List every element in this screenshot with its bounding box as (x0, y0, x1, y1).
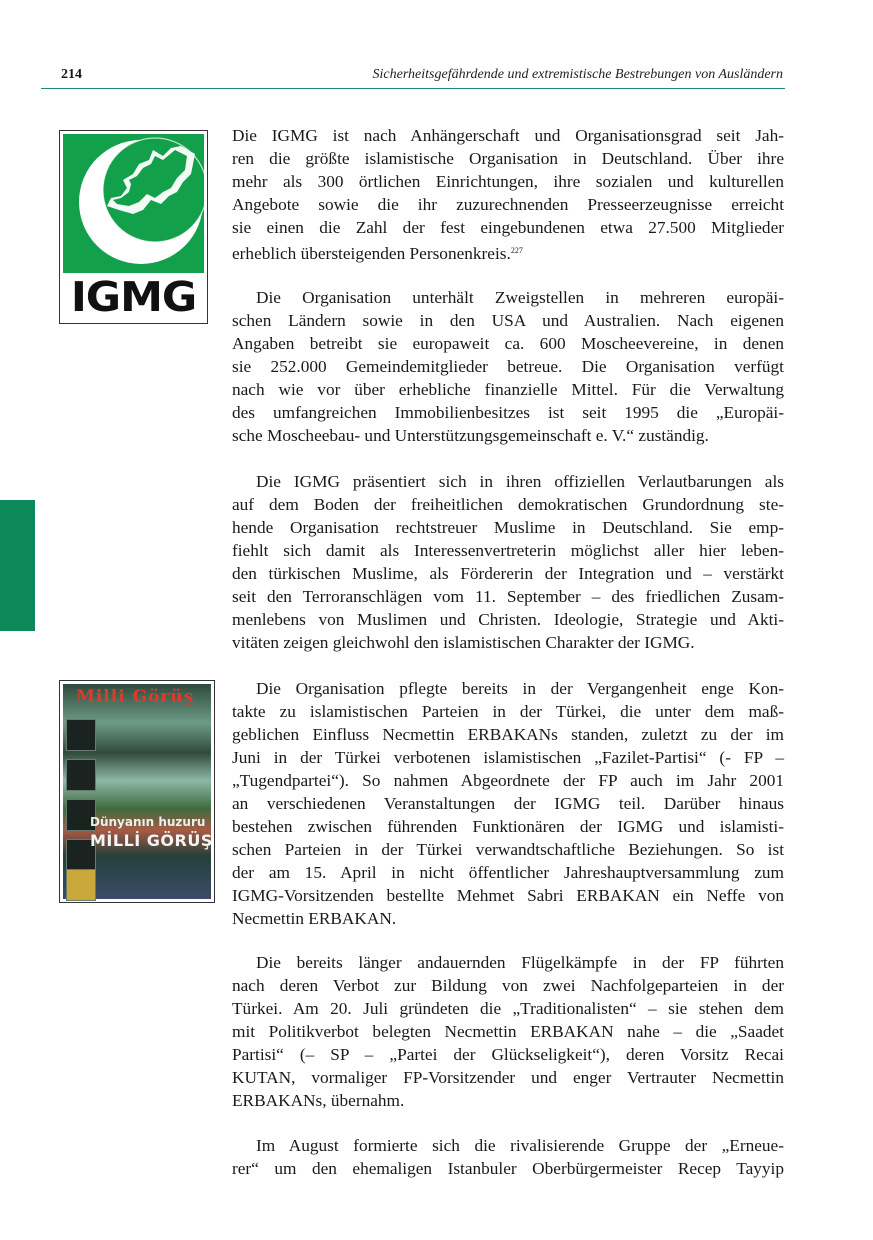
text-line: vitäten zeigen gleichwohl den islamistischen Charakter der IGMG. (232, 633, 695, 652)
paragraph (232, 124, 784, 262)
text-line: Die Organisation pflegte bereits in der Vergangenheit enge Kon- (256, 679, 784, 698)
text-line (232, 239, 784, 262)
text-line: ERBAKANs, übernahm. (232, 1091, 405, 1110)
paragraph (232, 677, 784, 930)
portrait-thumbnail (66, 759, 96, 791)
text-line: Die IGMG präsentiert sich in ihren offiziellen Verlautbarungen als (256, 472, 784, 491)
text-line: Die bereits länger andauernden Flügelkämpfe in der FP führten (256, 953, 784, 972)
text-line: der am 15. April in nicht öffentlicher Jahreshauptversammlung zum (232, 863, 784, 882)
portrait-thumbnail (66, 719, 96, 751)
text-line: fiehlt sich damit als Interessenvertreterin möglichst aller hier leben- (232, 541, 784, 560)
paragraph (232, 470, 784, 654)
text-line: Die IGMG ist nach Anhängerschaft und Organisationsgrad seit Jah- (232, 126, 784, 145)
portrait-thumbnail (66, 869, 96, 901)
igmg-logo-figure (59, 130, 208, 324)
text-line: schen Parteien in der Türkei verwandtschaftliche Beziehungen. So ist (232, 840, 784, 859)
cover-slogan: Dünyanın huzuru (90, 815, 206, 829)
paragraph (232, 286, 784, 447)
text-line: „Tugendpartei“). So nahmen Abgeordnete der FP auch im Jahr 2001 (232, 771, 784, 790)
text-line: geblichen Einfluss Necmettin ERBAKANs standen, zuletzt zu der im (232, 725, 784, 744)
text-line: an verschiedenen Veranstaltungen der IGMG teil. Darüber hinaus (232, 794, 784, 813)
text-line: nach wie vor über erhebliche finanzielle Mittel. Für die Verwaltung (232, 380, 784, 399)
text-line-content: erheblich übersteigenden Personenkreis. (232, 244, 511, 263)
text-line: Im August formierte sich die rivalisierende Gruppe der „Erneue- (256, 1136, 784, 1155)
text-line: auf dem Boden der freiheitlichen demokratischen Grundordnung ste- (232, 495, 784, 514)
running-title: Sicherheitsgefährdende und extremistische Bestrebungen von Ausländern (372, 67, 783, 82)
text-line: Angaben betreibt sie europaweit ca. 600 Moscheevereine, in denen (232, 334, 784, 353)
cover-masthead: Milli Görüş (76, 687, 195, 707)
text-line: ren die größte islamistische Organisation in Deutschland. Über ihre (232, 149, 784, 168)
text-line: Türkei. Am 20. Juli gründeten die „Traditionalisten“ – sie stehen dem (232, 999, 784, 1018)
europe-crescent-icon (63, 134, 204, 273)
footnote-marker[interactable]: 227 (510, 246, 523, 255)
text-line: rer“ um den ehemaligen Istanbuler Oberbürgermeister Recep Tayyip (232, 1159, 784, 1178)
cover-brand: MİLLİ GÖRÜŞ (90, 831, 213, 850)
text-line: seit den Terroranschlägen vom 11. September – des friedlichen Zusam- (232, 587, 784, 606)
text-line: KUTAN, vormaliger FP-Vorsitzender und enger Vertrauter Necmettin (232, 1068, 784, 1087)
page-header (41, 64, 785, 89)
text-line: nach deren Verbot zur Bildung von zwei Nachfolgeparteien in der (232, 976, 784, 995)
text-line: Die Organisation unterhält Zweigstellen in mehreren europäi- (256, 288, 784, 307)
milli-gorus-cover-figure (59, 680, 215, 903)
text-line: sche Moscheebau- und Unterstützungsgemeinschaft e. V.“ zuständig. (232, 426, 709, 445)
text-line: Partisi“ (– SP – „Partei der Glückseligkeit“), deren Vorsitz Recai (232, 1045, 784, 1064)
text-line: hende Organisation rechtstreuer Muslime in Deutschland. Sie emp- (232, 518, 784, 537)
paragraph (232, 951, 784, 1112)
text-line: sie 252.000 Gemeindemitglieder betreue. Die Organisation verfügt (232, 357, 784, 376)
text-line: IGMG-Vorsitzenden bestellte Mehmet Sabri ERBAKAN ein Neffe von (232, 886, 784, 905)
text-line: des umfangreichen Immobilienbesitzes ist seit 1995 die „Europäi- (232, 403, 784, 422)
logo-wordmark: IGMG (70, 273, 197, 321)
text-line: bestehen zwischen führenden Funktionären der IGMG und islamisti- (232, 817, 784, 836)
text-line: den türkischen Muslime, als Fördererin der Integration und – verstärkt (232, 564, 784, 583)
text-line: Juni in der Türkei verbotenen islamistischen „Fazilet-Partisi“ (- FP – (232, 748, 784, 767)
page-number: 214 (61, 67, 82, 82)
chapter-side-tab (0, 500, 35, 631)
text-line: sie einen die Zahl der fest eingebundenen etwa 27.500 Mitglieder (232, 218, 784, 237)
text-line: mit Politikverbot belegten Necmettin ERBAKAN nahe – die „Saadet (232, 1022, 784, 1041)
text-line: schen Ländern sowie in den USA und Australien. Nach eigenen (232, 311, 784, 330)
text-line: Necmettin ERBAKAN. (232, 909, 397, 928)
text-line: takte zu islamistischen Parteien in der Türkei, die unter dem maß- (232, 702, 784, 721)
text-line: menlebens von Muslimen und Christen. Ideologie, Strategie und Akti- (232, 610, 784, 629)
logo-green-panel (63, 134, 204, 273)
text-line: Angebote sowie die ihr zuzurechnenden Presseerzeugnisse erreicht (232, 195, 784, 214)
paragraph (232, 1134, 784, 1180)
text-line: mehr als 300 örtlichen Einrichtungen, ihre sozialen und kulturellen (232, 172, 784, 191)
